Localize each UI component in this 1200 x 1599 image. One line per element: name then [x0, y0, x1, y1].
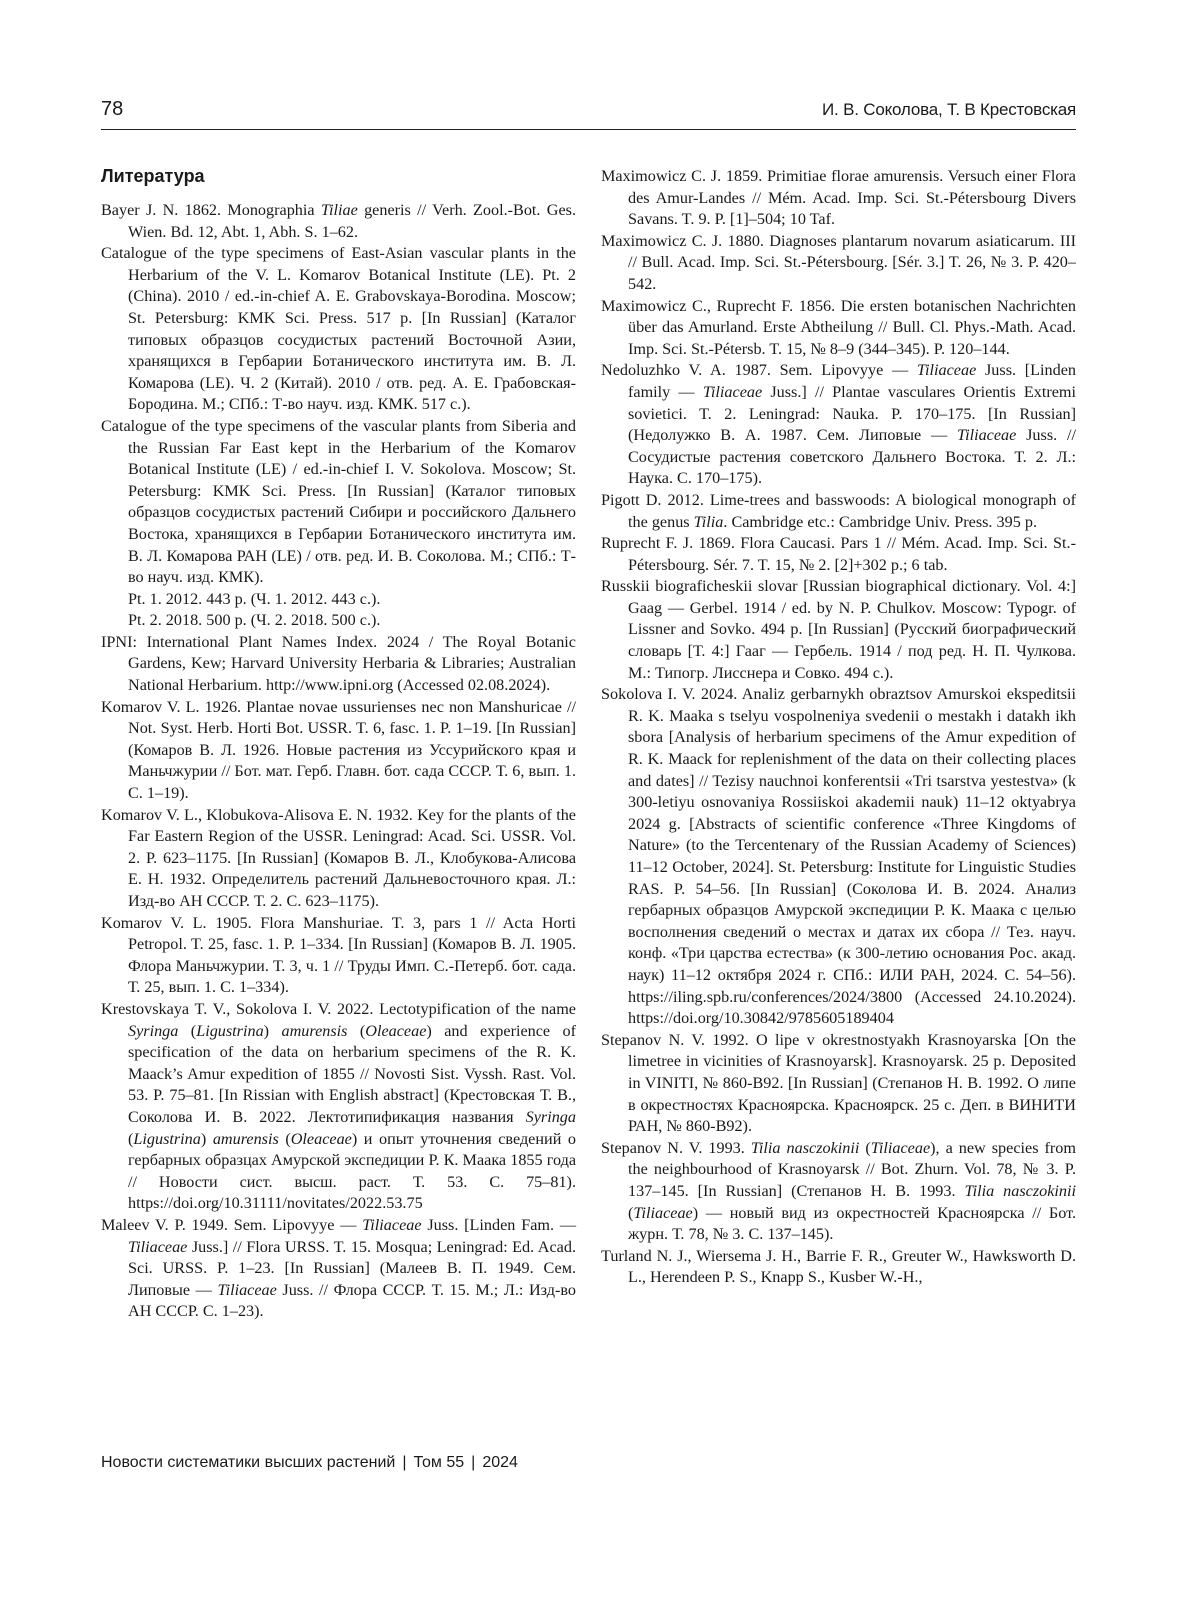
reference-ipni: IPNI: International Plant Names Index. 2024 / The Royal Botanic Gardens, Kew; Harvard University Herbaria & Libraries; Australian National Herbarium. http://www.ipni.org (Accessed 02.08.2024).: [101, 632, 576, 695]
reference-komarov-1926: Komarov V. L. 1926. Plantae novae ussurienses nec non Manshuricae // Not. Syst. Herb. Horti Bot. USSR. T. 6, fasc. 1. P. 1–19. [In Russian] (Комаров В. Л. 1926. Новые растения из Уссурийского края и Маньчжурии // Бот. мат. Герб. Главн. бот. сада СССР. Т. 6, вып. 1. С. 1–19).: [101, 697, 576, 803]
footer-separator: |: [471, 1454, 476, 1471]
section-title: Литература: [101, 166, 205, 186]
reference-russkii-slovar: Russkii biograficheskii slovar [Russian biographical dictionary. Vol. 4:] Gaag — Gerbel. 1914 / ed. by N. P. Chulkov. Moscow: Typogr. of Lissner and Sovko. 494 p. [In Russian] (Русский биографический словарь [Т. 4:] Гааг — Гербель. 1914 / под ред. Н. П. Чулкова. М.: Типогр. Лисснера и Совко. 494 с.).: [601, 577, 1076, 682]
footer-separator: |: [402, 1454, 407, 1471]
catalogue-part-1: Pt. 1. 2012. 443 p. (Ч. 1. 2012. 443 с.).: [128, 589, 381, 608]
reference-maleev-1949: Maleev V. P. 1949. Sem. Lipovyye — Tiliaceae Juss. [Linden Fam. — Tiliaceae Juss.] // Flora URSS. T. 15. Mosqua; Leningrad: Ed. Acad. Sci. URSS. P. 1–23. [In Russian] (Малеев В. П. 1949. Сем. Липовые — Tiliaceae Juss. // Флора СССР. Т. 15. М.; Л.: Изд-во АН СССР. С. 1–23).: [101, 1215, 577, 1321]
reference-komarov-1905: Komarov V. L. 1905. Flora Manshuriae. T. 3, pars 1 // Acta Horti Petropol. T. 25, fasc. 1. P. 1–334. [In Russian] (Комаров В. Л. 1905. Флора Маньчжурии. Т. 3, ч. 1 // Труды Имп. С.-Петерб. бот. сада. Т. 25, вып. 1. С. 1–334).: [101, 913, 576, 997]
reference-stepanov-1993: Stepanov N. V. 1993. Tilia nasczokinii (Tiliaceae), a new species from the neighbourhood of Krasnoyarsk // Bot. Zhurn. Vol. 78, № 3. P. 137–145. [In Russian] (Степанов Н. В. 1993. Tilia nasczokinii (Tiliaceae) — новый вид из окрестностей Красноярска // Бот. журн. Т. 78, № 3. С. 137–145).: [601, 1138, 1076, 1244]
footer-journal-title: Новости систематики высших растений: [101, 1454, 396, 1471]
reference-sokolova-2024: Sokolova I. V. 2024. Analiz gerbarnykh obraztsov Amurskoi ekspeditsii R. K. Maaka s tselyu vospolneniya svedenii o mestakh i datakh ikh sbora [Analysis of herbarium specimens of the Amur expedition of R. K. Maack for replenishment of the data on their collecting places and dates] // Tezisy nauchnoi konferentsii «Tri tsarstva yestestva» (k 300-letiyu osnovaniya Rossiiskoi akademii nauk) 11–12 oktyabrya 2024 g. [Abstracts of scientific conference «Three Kingdoms of Nature» (to the Tercentenary of the Russian Academy of Sciences) 11–12 October, 2024]. St. Petersburg: Institute for Linguistic Studies RAS. P. 54–56. [In Russian] (Соколова И. В. 2024. Анализ гербарных образцов Амурской экспедиции Р. К. Маака с целью восполнения сведений о местах и датах их сбора // Тез. науч. конф. «Три царства естества» (к 300-летию основания Рос. акад. наук) 11–12 октября 2024 г. СПб.: ИЛИ РАН, 2024. С. 54–56). https://iling.spb.ru/conferences/2024/3800 (Accessed 24.10.2024). https://doi.org/10.30842/9785605189404: [601, 685, 1076, 1028]
reference-stepanov-1992: Stepanov N. V. 1992. O lipe v okrestnostyakh Krasnoyarska [On the limetree in vicinities of Krasnoyarsk]. Krasnoyarsk. 25 p. Deposited in VINITI, № 860-B92. [In Russian] (Степанов Н. В. 1992. О липе в окрестностях Красноярска. Красноярск. 25 с. Деп. в ВИНИТИ РАН, № 860-В92).: [601, 1030, 1076, 1136]
reference-komarov-klobukova-1932: Komarov V. L., Klobukova-Alisova E. N. 1932. Key for the plants of the Far Eastern Region of the USSR. Leningrad: Acad. Sci. USSR. Vol. 2. P. 623–1175. [In Russian] (Комаров В. Л., Клобукова-Алисова Е. Н. 1932. Определитель растений Дальневосточного края. Л.: Изд-во АН СССР. Т. 2. С. 623–1175).: [101, 805, 576, 910]
footer: [101, 1452, 518, 1474]
header-rule: [101, 129, 1076, 130]
running-head-authors: И. В. Соколова, Т. В Крестовская: [822, 100, 1076, 119]
reference-ruprecht-1869: Ruprecht F. J. 1869. Flora Caucasi. Pars 1 // Mém. Acad. Imp. Sci. St.-Pétersbourg. Sér. 7. T. 15, № 2. [2]+302 p.; 6 tab.: [601, 534, 1076, 574]
reference-maximowicz-ruprecht-1856: Maximowicz C., Ruprecht F. 1856. Die ersten botanischen Nachrichten über das Amurland. Erste Abtheilung // Bull. Cl. Phys.-Math. Acad. Imp. Sci. St.-Pétersb. T. 15, № 8–9 (344–345). P. 120–144.: [601, 296, 1076, 358]
footer-volume: Том 55: [413, 1454, 465, 1471]
footer-year: 2024: [482, 1454, 518, 1471]
reference-catalogue-siberia: Catalogue of the type specimens of the vascular plants from Siberia and the Russian Far East kept in the Herbarium of the Komarov Botanical Institute (LE) / ed.-in-chief I. V. Sokolova. Moscow; St. Petersburg: KMK Sci. Press. [In Russian] (Каталог типовых образцов сосудистых растений Сибири и российского Дальнего Востока, хранящихся в Гербарии Ботанического института им. В. Л. Комарова РАН (LE) / отв. ред. И. В. Соколова. М.; СПб.: Т-во науч. изд. КМК).: [101, 416, 576, 587]
references-right-column: [601, 166, 1076, 1289]
reference-bayer: Bayer J. N. 1862. Monographia Tiliae generis // Verh. Zool.-Bot. Ges. Wien. Bd. 12, Abt. 1, Abh. S. 1–62.: [101, 201, 576, 241]
reference-krestovskaya-2022: Krestovskaya T. V., Sokolova I. V. 2022. Lectotypification of the name Syringa (Ligustrina) amurensis (Oleaceae) and experience of specification of the data on herbarium specimens of the R. K. Maack’s Amur expedition of 1855 // Novosti Sist. Vyssh. Rast. Vol. 53. P. 75–81. [In Rissian with English abstract] (Крестовская Т. В., Соколова И. В. 2022. Лектотипификация названия Syringa (Ligustrina) amurensis (Oleaceae) и опыт уточнения сведений о гербарных образцах Амурской экспедиции Р. К. Маака 1855 года // Новости сист. высш. раст. Т. 53. С. 75–81). https://doi.org/10.31111/novitates/2022.53.75: [101, 999, 577, 1213]
references-left-column: [101, 200, 576, 1323]
reference-maximowicz-1859: Maximowicz C. J. 1859. Primitiae florae amurensis. Versuch einer Flora des Amur-Landes // Mém. Acad. Imp. Sci. St.-Pétersbourg Divers Savans. T. 9. P. [1]–504; 10 Taf.: [601, 167, 1076, 229]
reference-catalogue-east-asian: Catalogue of the type specimens of East-Asian vascular plants in the Herbarium of the V. L. Komarov Botanical Institute (LE). Pt. 2 (China). 2010 / ed.-in-chief A. E. Grabovskaya-Borodina. Moscow; St. Petersburg: KMK Sci. Press. 517 p. [In Russian] (Каталог типовых образцов сосудистых растений Восточной Азии, хранящихся в Гербарии Ботанического института им. В. Л. Комарова (LE). Ч. 2 (Китай). 2010 / отв. ред. А. Е. Грабовская-Бородина. М.; СПб.: Т-во науч. изд. КМК. 517 с.).: [101, 244, 576, 414]
catalogue-part-2: Pt. 2. 2018. 500 p. (Ч. 2. 2018. 500 с.).: [128, 611, 381, 630]
page-number: 78: [101, 98, 124, 120]
reference-turland: Turland N. J., Wiersema J. H., Barrie F. R., Greuter W., Hawksworth D. L., Herendeen P. S., Knapp S., Kusber W.-H.,: [601, 1246, 1076, 1287]
reference-maximowicz-1880: Maximowicz C. J. 1880. Diagnoses plantarum novarum asiaticarum. III // Bull. Acad. Imp. Sci. St.-Pétersbourg. [Sér. 3.] T. 26, № 3. P. 420–542.: [601, 231, 1076, 293]
reference-nedoluzhko-1987: Nedoluzhko V. A. 1987. Sem. Lipovyye — Tiliaceae Juss. [Linden family — Tiliaceae Juss.] // Plantae vasculares Orientis Extremi sovietici. T. 2. Leningrad: Nauka. P. 170–175. [In Russian] (Недолужко В. А. 1987. Сем. Липовые — Tiliaceae Juss. // Сосудистые растения советского Дальнего Востока. Т. 2. Л.: Наука. С. 170–175).: [601, 361, 1077, 488]
reference-pigott-2012: Pigott D. 2012. Lime-trees and basswoods: A biological monograph of the genus Tilia. Cambridge etc.: Cambridge Univ. Press. 395 p.: [601, 490, 1076, 531]
